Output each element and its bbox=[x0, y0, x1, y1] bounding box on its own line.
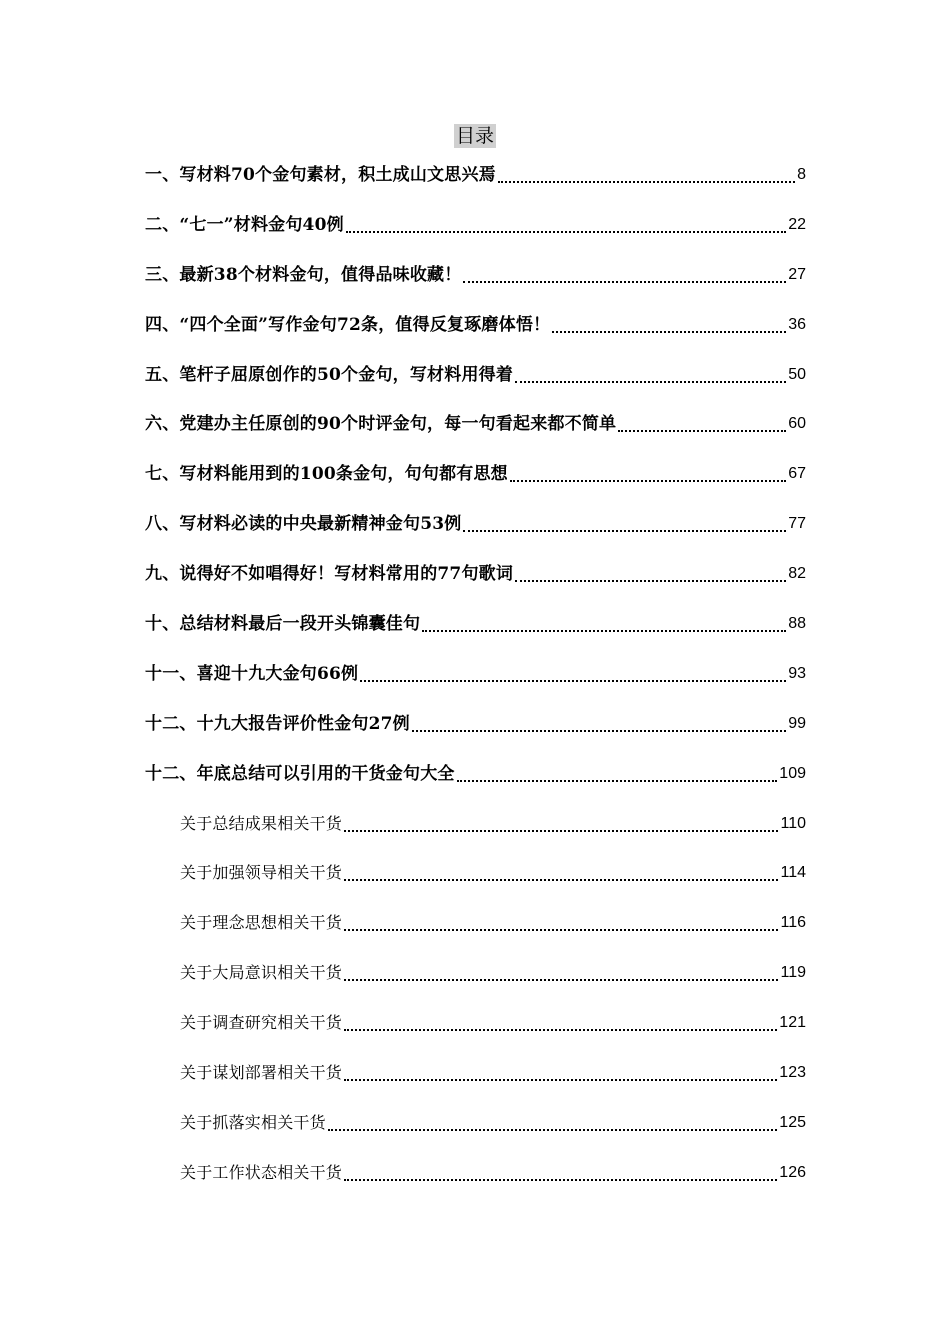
toc-dot-leader bbox=[346, 212, 786, 233]
toc-title-wrapper bbox=[0, 124, 950, 148]
toc-entry[interactable] bbox=[145, 559, 806, 609]
toc-entry[interactable] bbox=[145, 709, 806, 759]
toc-subentry-label: 关于调查研究相关干货 bbox=[180, 1013, 343, 1033]
toc-dot-leader bbox=[552, 312, 786, 333]
toc-entry[interactable] bbox=[145, 459, 806, 509]
toc-entry-page: 88 bbox=[788, 615, 806, 633]
toc-entry-label: 二、“七一”材料金句40例 bbox=[145, 214, 344, 235]
toc-entry[interactable] bbox=[145, 360, 806, 410]
toc-entry-label: 九、说得好不如唱得好！写材料常用的77句歌词 bbox=[145, 564, 514, 585]
toc-entry-page: 109 bbox=[779, 764, 806, 782]
toc-dot-leader bbox=[515, 561, 786, 582]
toc-entry-page: 22 bbox=[788, 215, 806, 233]
toc-dot-leader bbox=[510, 461, 786, 482]
toc-subentry-page: 125 bbox=[779, 1113, 806, 1131]
toc-subentry-page: 126 bbox=[779, 1163, 806, 1181]
toc-entry-label: 十、总结材料最后一段开头锦囊佳句 bbox=[145, 614, 421, 635]
toc-entry[interactable] bbox=[145, 409, 806, 459]
toc-entry-page: 77 bbox=[788, 515, 806, 533]
toc-subentry-page: 123 bbox=[779, 1064, 806, 1082]
toc-dot-leader bbox=[422, 611, 786, 632]
toc-subentry-label: 关于大局意识相关干货 bbox=[180, 963, 343, 983]
toc-entry[interactable] bbox=[145, 210, 806, 260]
toc-subentry-page: 121 bbox=[779, 1014, 806, 1032]
toc-entry-label: 四、“四个全面”写作金句72条，值得反复琢磨体悟！ bbox=[145, 314, 551, 335]
toc-subentry[interactable] bbox=[145, 1158, 806, 1208]
toc-list bbox=[145, 160, 806, 1208]
toc-entry-label: 十一、喜迎十九大金句66例 bbox=[145, 663, 359, 684]
toc-entry-label: 十二、十九大报告评价性金句27例 bbox=[145, 713, 410, 734]
toc-subentry-label: 关于总结成果相关干货 bbox=[180, 813, 343, 833]
toc-dot-leader bbox=[344, 1010, 777, 1031]
toc-dot-leader bbox=[498, 162, 795, 183]
toc-subentry[interactable] bbox=[145, 1058, 806, 1108]
toc-subentry-label: 关于抓落实相关干货 bbox=[180, 1112, 326, 1132]
toc-dot-leader bbox=[463, 262, 786, 283]
toc-subentry-label: 关于理念思想相关干货 bbox=[180, 913, 343, 933]
toc-entry-page: 8 bbox=[797, 166, 806, 183]
toc-subentry[interactable] bbox=[145, 1008, 806, 1058]
toc-entry[interactable] bbox=[145, 609, 806, 659]
toc-entry-label: 三、最新38个材料金句，值得品味收藏！ bbox=[145, 264, 462, 285]
toc-subentry[interactable] bbox=[145, 858, 806, 908]
toc-subentry-page: 116 bbox=[780, 914, 806, 932]
toc-entry-page: 93 bbox=[788, 664, 806, 682]
toc-entry-page: 67 bbox=[788, 465, 806, 483]
toc-dot-leader bbox=[618, 411, 786, 432]
toc-dot-leader bbox=[360, 661, 786, 682]
toc-dot-leader bbox=[344, 1160, 777, 1181]
toc-dot-leader bbox=[412, 711, 786, 732]
toc-subentry-page: 119 bbox=[780, 964, 806, 982]
toc-subentry-label: 关于工作状态相关干货 bbox=[180, 1162, 343, 1182]
toc-entry[interactable] bbox=[145, 260, 806, 310]
toc-entry[interactable] bbox=[145, 160, 806, 210]
toc-entry-page: 50 bbox=[788, 365, 806, 383]
toc-dot-leader bbox=[328, 1110, 777, 1131]
toc-entry[interactable] bbox=[145, 509, 806, 559]
toc-entry[interactable] bbox=[145, 659, 806, 709]
toc-dot-leader bbox=[463, 511, 786, 532]
toc-entry-page: 27 bbox=[788, 265, 806, 283]
toc-entry-label: 七、写材料能用到的100条金句，句句都有思想 bbox=[145, 464, 508, 485]
toc-subentry-label: 关于谋划部署相关干货 bbox=[180, 1063, 343, 1083]
toc-entry-label: 八、写材料必读的中央最新精神金句53例 bbox=[145, 514, 462, 535]
toc-entry-label: 十二、年底总结可以引用的干货金句大全 bbox=[145, 763, 455, 784]
toc-dot-leader bbox=[344, 860, 778, 881]
toc-entry-label: 六、党建办主任原创的90个时评金句，每一句看起来都不简单 bbox=[145, 414, 617, 435]
toc-dot-leader bbox=[344, 910, 778, 931]
toc-entry-label: 一、写材料70个金句素材，积土成山文思兴焉 bbox=[145, 165, 496, 185]
toc-entry-label: 五、笔杆子屈原创作的50个金句，写材料用得着 bbox=[145, 364, 514, 385]
toc-entry-page: 99 bbox=[788, 714, 806, 732]
toc-subentry[interactable] bbox=[145, 809, 806, 859]
toc-dot-leader bbox=[457, 761, 778, 782]
toc-entry-page: 60 bbox=[788, 415, 806, 433]
toc-entry-page: 36 bbox=[788, 315, 806, 333]
toc-dot-leader bbox=[344, 960, 778, 981]
toc-subentry[interactable] bbox=[145, 958, 806, 1008]
toc-title: 目录 bbox=[455, 125, 494, 147]
toc-dot-leader bbox=[515, 362, 786, 383]
toc-dot-leader bbox=[344, 1060, 777, 1081]
toc-entry[interactable] bbox=[145, 759, 806, 809]
toc-dot-leader bbox=[344, 811, 778, 832]
toc-entry[interactable] bbox=[145, 310, 806, 360]
toc-subentry-page: 110 bbox=[780, 814, 806, 832]
toc-subentry[interactable] bbox=[145, 908, 806, 958]
toc-subentry-label: 关于加强领导相关干货 bbox=[180, 863, 343, 883]
toc-entry-page: 82 bbox=[788, 565, 806, 583]
toc-subentry[interactable] bbox=[145, 1108, 806, 1158]
toc-subentry-page: 114 bbox=[780, 864, 806, 882]
